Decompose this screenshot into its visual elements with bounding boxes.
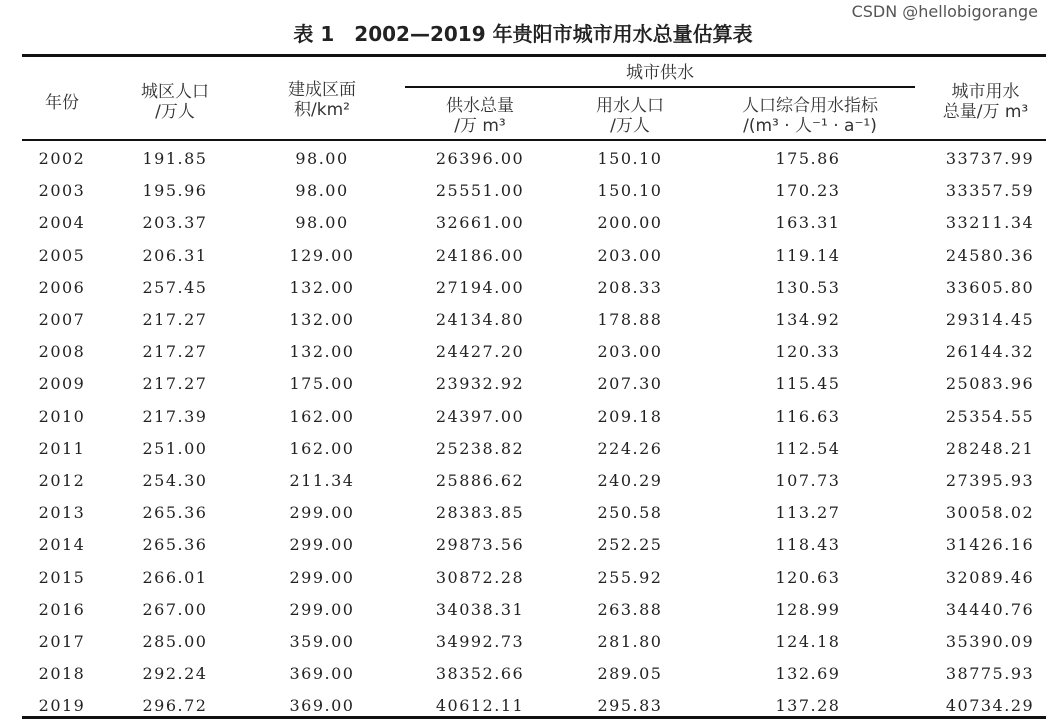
cell-supply: 32661.00 bbox=[435, 213, 525, 233]
header-area-l1: 建成区面 bbox=[288, 80, 356, 100]
header-users bbox=[560, 96, 700, 136]
table-row bbox=[0, 146, 1046, 178]
cell-year: 2018 bbox=[38, 664, 86, 684]
cell-users: 200.00 bbox=[597, 213, 663, 233]
cell-users: 203.00 bbox=[597, 245, 663, 265]
cell-area: 132.00 bbox=[289, 277, 355, 297]
cell-population: 285.00 bbox=[142, 632, 208, 651]
cell-users: 150.10 bbox=[597, 181, 663, 201]
cell-total: 26144.32 bbox=[945, 342, 1035, 362]
cell-population: 217.27 bbox=[142, 342, 208, 362]
cell-total: 27395.93 bbox=[945, 471, 1035, 490]
header-rule bbox=[22, 139, 1046, 141]
cell-year: 2002 bbox=[38, 149, 86, 168]
cell-area: 129.00 bbox=[289, 245, 355, 265]
cell-index: 124.18 bbox=[775, 632, 841, 651]
cell-users: 207.30 bbox=[597, 374, 663, 394]
cell-total: 33211.34 bbox=[945, 213, 1035, 233]
cell-users: 289.05 bbox=[597, 664, 663, 684]
cell-index: 115.45 bbox=[775, 374, 841, 394]
cell-total: 33357.59 bbox=[945, 181, 1035, 201]
cell-users: 252.25 bbox=[597, 535, 663, 555]
cell-area: 98.00 bbox=[295, 149, 349, 168]
cell-area: 369.00 bbox=[289, 664, 355, 684]
cell-year: 2005 bbox=[38, 245, 86, 265]
cell-index: 120.63 bbox=[775, 567, 841, 587]
header-pop-l2: /万人 bbox=[155, 102, 195, 122]
cell-area: 132.00 bbox=[289, 342, 355, 362]
header-total-l2: 总量/万 m³ bbox=[942, 102, 1029, 122]
cell-index: 137.28 bbox=[775, 696, 841, 716]
header-index bbox=[705, 96, 915, 136]
cell-year: 2008 bbox=[38, 342, 86, 362]
table-row bbox=[0, 565, 1046, 597]
cell-area: 369.00 bbox=[289, 696, 355, 716]
cell-total: 29314.45 bbox=[945, 310, 1035, 329]
cell-population: 217.27 bbox=[142, 374, 208, 394]
cell-population: 296.72 bbox=[142, 696, 208, 716]
cell-area: 299.00 bbox=[289, 503, 355, 523]
cell-year: 2007 bbox=[38, 310, 86, 329]
table-row bbox=[0, 371, 1046, 403]
cell-total: 30058.02 bbox=[945, 503, 1035, 523]
table-row bbox=[0, 661, 1046, 693]
cell-area: 175.00 bbox=[289, 374, 355, 394]
cell-index: 119.14 bbox=[775, 245, 841, 265]
header-index-l1: 人口综合用水指标 bbox=[742, 96, 878, 116]
cell-area: 162.00 bbox=[289, 406, 355, 426]
cell-population: 217.39 bbox=[142, 406, 208, 426]
header-pop-l1: 城区人口 bbox=[141, 82, 209, 102]
cell-supply: 24134.80 bbox=[435, 310, 525, 329]
table-row bbox=[0, 243, 1046, 275]
cell-supply: 24186.00 bbox=[435, 245, 525, 265]
cell-supply: 25886.62 bbox=[435, 471, 525, 490]
cell-year: 2013 bbox=[38, 503, 86, 523]
table-row bbox=[0, 178, 1046, 210]
cell-year: 2014 bbox=[38, 535, 86, 555]
cell-area: 359.00 bbox=[289, 632, 355, 651]
header-group: 城市供水 bbox=[626, 63, 694, 83]
cell-population: 203.37 bbox=[142, 213, 208, 233]
table-row bbox=[0, 210, 1046, 242]
header-supply bbox=[410, 96, 550, 136]
cell-year: 2019 bbox=[38, 696, 86, 716]
cell-index: 132.69 bbox=[775, 664, 841, 684]
cell-users: 209.18 bbox=[597, 406, 663, 426]
cell-population: 257.45 bbox=[142, 277, 208, 297]
header-supply-l2: /万 m³ bbox=[454, 116, 506, 136]
cell-users: 295.83 bbox=[597, 696, 663, 716]
cell-users: 224.26 bbox=[597, 438, 663, 458]
cell-total: 33605.80 bbox=[945, 277, 1035, 297]
header-supply-l1: 供水总量 bbox=[446, 96, 514, 116]
cell-population: 217.27 bbox=[142, 310, 208, 329]
cell-total: 31426.16 bbox=[945, 535, 1035, 555]
cell-supply: 34038.31 bbox=[435, 599, 525, 619]
cell-area: 162.00 bbox=[289, 438, 355, 458]
cell-area: 299.00 bbox=[289, 535, 355, 555]
cell-population: 254.30 bbox=[142, 471, 208, 490]
cell-total: 32089.46 bbox=[945, 567, 1035, 587]
cell-total: 38775.93 bbox=[945, 664, 1035, 684]
table-row bbox=[0, 500, 1046, 532]
cell-total: 34440.76 bbox=[945, 599, 1035, 619]
header-total bbox=[925, 82, 1046, 122]
cell-supply: 30872.28 bbox=[435, 567, 525, 587]
cell-year: 2010 bbox=[38, 406, 86, 426]
table-row bbox=[0, 339, 1046, 371]
cell-population: 206.31 bbox=[142, 245, 208, 265]
cell-total: 28248.21 bbox=[945, 438, 1035, 458]
cell-users: 250.58 bbox=[597, 503, 663, 523]
cell-index: 128.99 bbox=[775, 599, 841, 619]
cell-supply: 26396.00 bbox=[435, 149, 525, 168]
cell-population: 265.36 bbox=[142, 503, 208, 523]
cell-year: 2006 bbox=[38, 277, 86, 297]
cell-population: 191.85 bbox=[142, 149, 208, 168]
cell-index: 130.53 bbox=[775, 277, 841, 297]
cell-area: 211.34 bbox=[289, 471, 355, 490]
header-year: 年份 bbox=[45, 93, 79, 113]
cell-supply: 24427.20 bbox=[435, 342, 525, 362]
cell-area: 299.00 bbox=[289, 599, 355, 619]
cell-supply: 27194.00 bbox=[435, 277, 525, 297]
header-area bbox=[262, 80, 382, 120]
cell-area: 98.00 bbox=[295, 181, 349, 201]
cell-supply: 23932.92 bbox=[435, 374, 525, 394]
cell-year: 2017 bbox=[38, 632, 86, 651]
cell-year: 2016 bbox=[38, 599, 86, 619]
cell-users: 281.80 bbox=[597, 632, 663, 651]
cell-population: 267.00 bbox=[142, 599, 208, 619]
header-total-l1: 城市用水 bbox=[951, 82, 1020, 102]
table-row bbox=[0, 693, 1046, 725]
cell-area: 132.00 bbox=[289, 310, 355, 329]
cell-supply: 28383.85 bbox=[435, 503, 525, 523]
table-row bbox=[0, 404, 1046, 436]
cell-year: 2011 bbox=[38, 438, 86, 458]
table-row bbox=[0, 532, 1046, 564]
cell-population: 266.01 bbox=[142, 567, 208, 587]
cell-total: 33737.99 bbox=[945, 149, 1035, 168]
table-row bbox=[0, 468, 1046, 500]
header-index-l2: /(m³ · 人⁻¹ · a⁻¹) bbox=[743, 116, 877, 136]
cell-total: 40734.29 bbox=[945, 696, 1035, 716]
cell-users: 263.88 bbox=[597, 599, 663, 619]
header-users-l1: 用水人口 bbox=[596, 96, 664, 116]
cell-supply: 29873.56 bbox=[435, 535, 525, 555]
cell-index: 112.54 bbox=[775, 438, 841, 458]
cell-index: 118.43 bbox=[775, 535, 841, 555]
top-rule bbox=[22, 54, 1046, 57]
cell-users: 255.92 bbox=[597, 567, 663, 587]
cell-population: 265.36 bbox=[142, 535, 208, 555]
table-title: 表 1 2002—2019 年贵阳市城市用水总量估算表 bbox=[293, 22, 753, 46]
table-row bbox=[0, 597, 1046, 629]
table-row bbox=[0, 275, 1046, 307]
header-pop bbox=[115, 82, 235, 122]
table-row bbox=[0, 307, 1046, 339]
cell-supply: 25238.82 bbox=[435, 438, 525, 458]
watermark: CSDN @hellobigorange bbox=[851, 2, 1038, 21]
cell-year: 2003 bbox=[38, 181, 86, 201]
cell-population: 195.96 bbox=[142, 181, 208, 201]
cell-index: 163.31 bbox=[775, 213, 841, 233]
cell-total: 35390.09 bbox=[945, 632, 1035, 651]
cell-index: 120.33 bbox=[775, 342, 841, 362]
cell-year: 2009 bbox=[38, 374, 86, 394]
cell-area: 98.00 bbox=[295, 213, 349, 233]
table-row bbox=[0, 629, 1046, 661]
cell-year: 2012 bbox=[38, 471, 86, 490]
cell-index: 116.63 bbox=[775, 406, 841, 426]
header-users-l2: /万人 bbox=[610, 116, 650, 136]
cell-area: 299.00 bbox=[289, 567, 355, 587]
group-rule bbox=[405, 86, 915, 88]
cell-users: 203.00 bbox=[597, 342, 663, 362]
cell-users: 150.10 bbox=[597, 149, 663, 168]
cell-population: 251.00 bbox=[142, 438, 208, 458]
cell-users: 208.33 bbox=[597, 277, 663, 297]
table-row bbox=[0, 436, 1046, 468]
cell-users: 240.29 bbox=[597, 471, 663, 490]
header-area-l2: 积/km² bbox=[294, 100, 350, 120]
cell-total: 25354.55 bbox=[945, 406, 1035, 426]
cell-total: 25083.96 bbox=[945, 374, 1035, 394]
cell-total: 24580.36 bbox=[945, 245, 1035, 265]
cell-supply: 24397.00 bbox=[435, 406, 525, 426]
cell-users: 178.88 bbox=[597, 310, 663, 329]
cell-supply: 40612.11 bbox=[435, 696, 525, 716]
cell-supply: 25551.00 bbox=[435, 181, 525, 201]
cell-index: 175.86 bbox=[775, 149, 841, 168]
cell-supply: 38352.66 bbox=[435, 664, 525, 684]
cell-index: 107.73 bbox=[775, 471, 841, 490]
cell-population: 292.24 bbox=[142, 664, 208, 684]
cell-supply: 34992.73 bbox=[435, 632, 525, 651]
cell-index: 134.92 bbox=[775, 310, 841, 329]
cell-index: 113.27 bbox=[775, 503, 841, 523]
cell-index: 170.23 bbox=[775, 181, 841, 201]
cell-year: 2004 bbox=[38, 213, 86, 233]
cell-year: 2015 bbox=[38, 567, 86, 587]
